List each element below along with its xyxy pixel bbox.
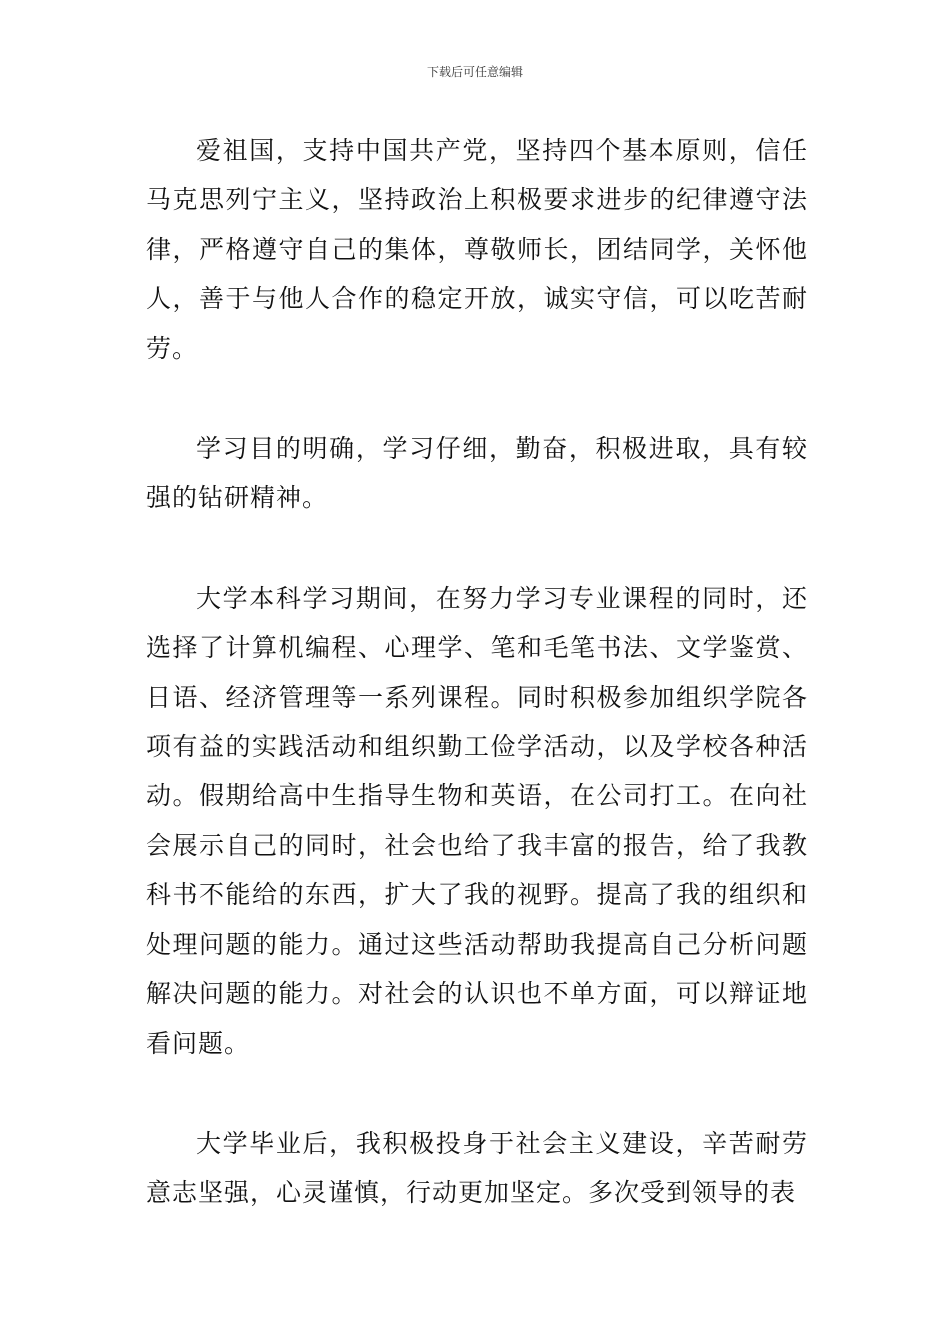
paragraph-3: 大学本科学习期间，在努力学习专业课程的同时，还选择了计算机编程、心理学、笔和毛笔书法、文学鉴赏、日语、经济管理等一系列课程。同时积极参加组织学院各项有益的实践活动和组织勤工俭学活动，以及学校各种活动。假期给高中生指导生物和英语，在公司打工。在向社会展示自己的同时，社会也给了我丰富的报告，给了我教科书不能给的东西，扩大了我的视野。提高了我的组织和处理问题的能力。通过这些活动帮助我提高自己分析问题解决问题的能力。对社会的认识也不单方面，可以辩证地看问题。 xyxy=(146,583,808,1058)
paragraph-2: 学习目的明确，学习仔细，勤奋，积极进取，具有较强的钻研精神。 xyxy=(146,434,808,513)
paragraph-4: 大学毕业后，我积极投身于社会主义建设，辛苦耐劳意志坚强，心灵谨慎，行动更加坚定。多次受到领导的表 xyxy=(146,1128,808,1208)
paragraph-1: 爱祖国，支持中国共产党，坚持四个基本原则，信任马克思列宁主义，坚持政治上积极要求进步的纪律遵守法律，严格遵守自己的集体，尊敬师长，团结同学，关怀他人，善于与他人合作的稳定开放，诚实守信，可以吃苦耐劳。 xyxy=(146,136,808,363)
document-body xyxy=(146,126,808,1218)
page-header: 下载后可任意编辑 xyxy=(426,65,523,79)
